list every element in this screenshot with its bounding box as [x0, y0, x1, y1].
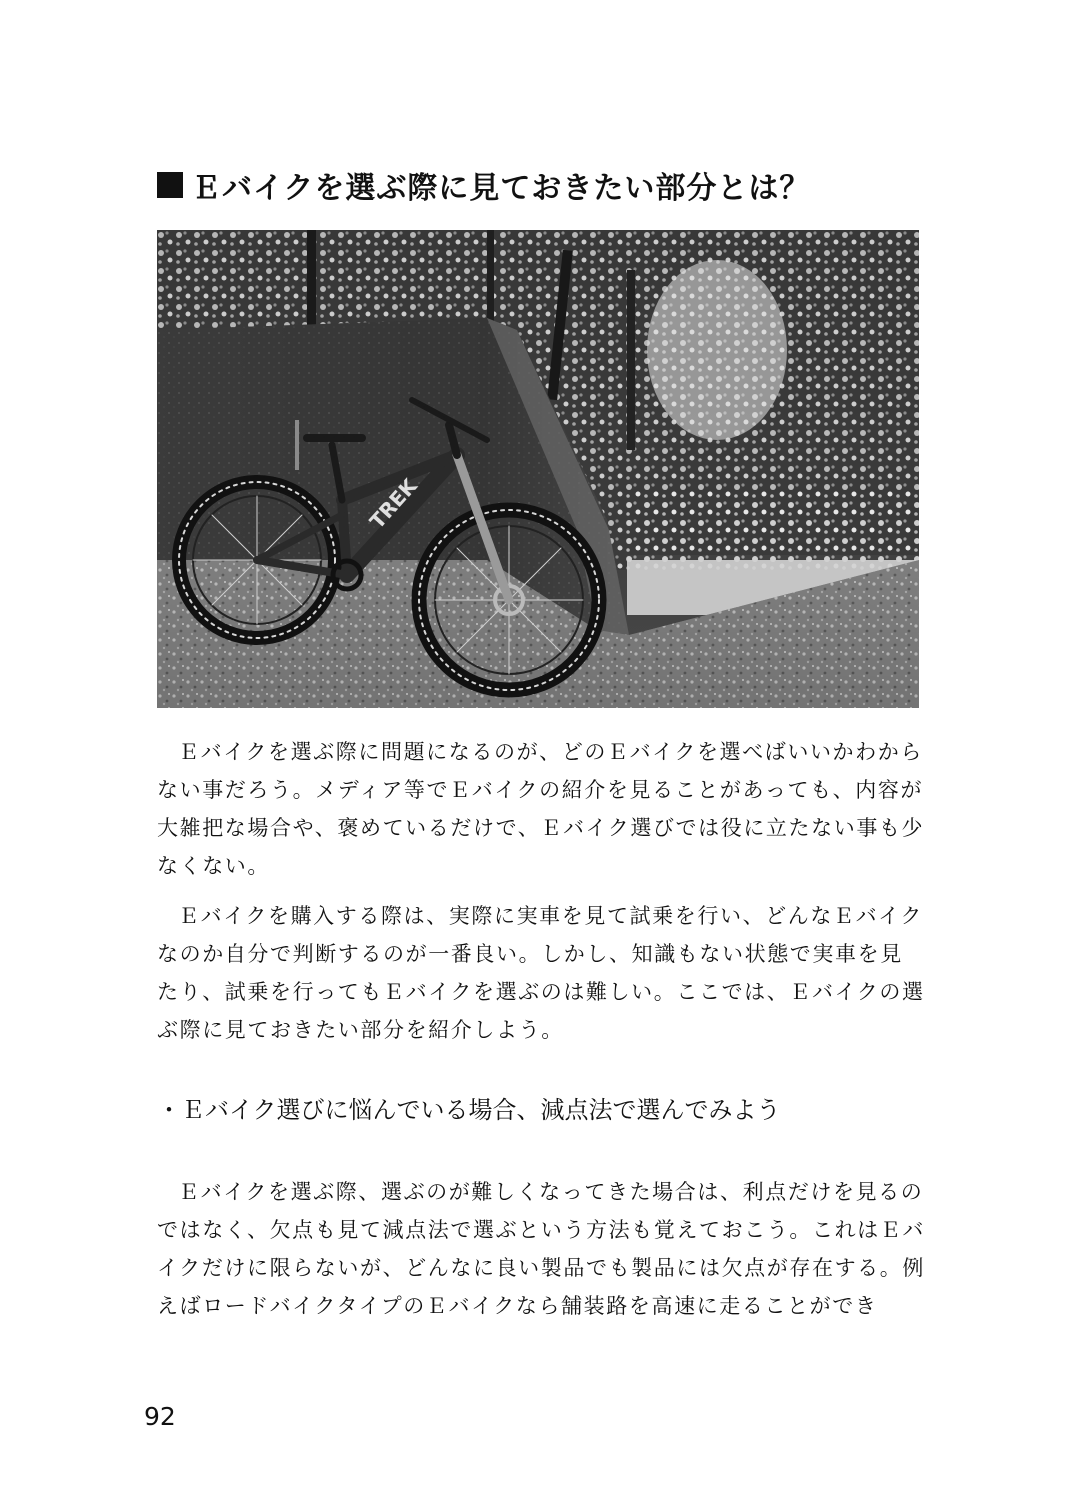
frame-logo: TREK — [364, 474, 422, 534]
section-heading-text: Ｅバイクを選ぶ際に見ておきたい部分とは？ — [191, 171, 811, 206]
page-number: 92 — [144, 1402, 176, 1431]
section-heading — [157, 160, 937, 210]
bicycle-photo — [157, 230, 919, 708]
body-paragraph-3: Ｅバイクを選ぶ際、選ぶのが難しくなってきた場合は、利点だけを見るのではなく、欠点も見て減点法で選ぶという方法も覚えておこう。これはＥバイクだけに限らないが、どんなに良い製品でも製品には欠点が存在する。例えばロードバイクタイプのＥバイクなら舗装路を高速に走ることができ — [157, 1180, 925, 1318]
body-paragraph-1: Ｅバイクを選ぶ際に問題になるのが、どのＥバイクを選べばいいかわからない事だろう。メディア等でＥバイクの紹介を見ることがあっても、内容が大雑把な場合や、褒めているだけで、Ｅバイク選びでは役に立たない事も少なくない。 — [157, 740, 925, 878]
body-paragraph-2: Ｅバイクを購入する際は、実際に実車を見て試乗を行い、どんなＥバイクなのか自分で判断するのが一番良い。しかし、知識もない状態で実車を見たり、試乗を行ってもＥバイクを選ぶのは難しい。ここでは、Ｅバイクの選ぶ際に見ておきたい部分を紹介しよう。 — [157, 904, 925, 1042]
sub-heading: ・Ｅバイク選びに悩んでいる場合、減点法で選んでみよう — [157, 1096, 781, 1124]
heading-square-marker — [157, 172, 183, 198]
